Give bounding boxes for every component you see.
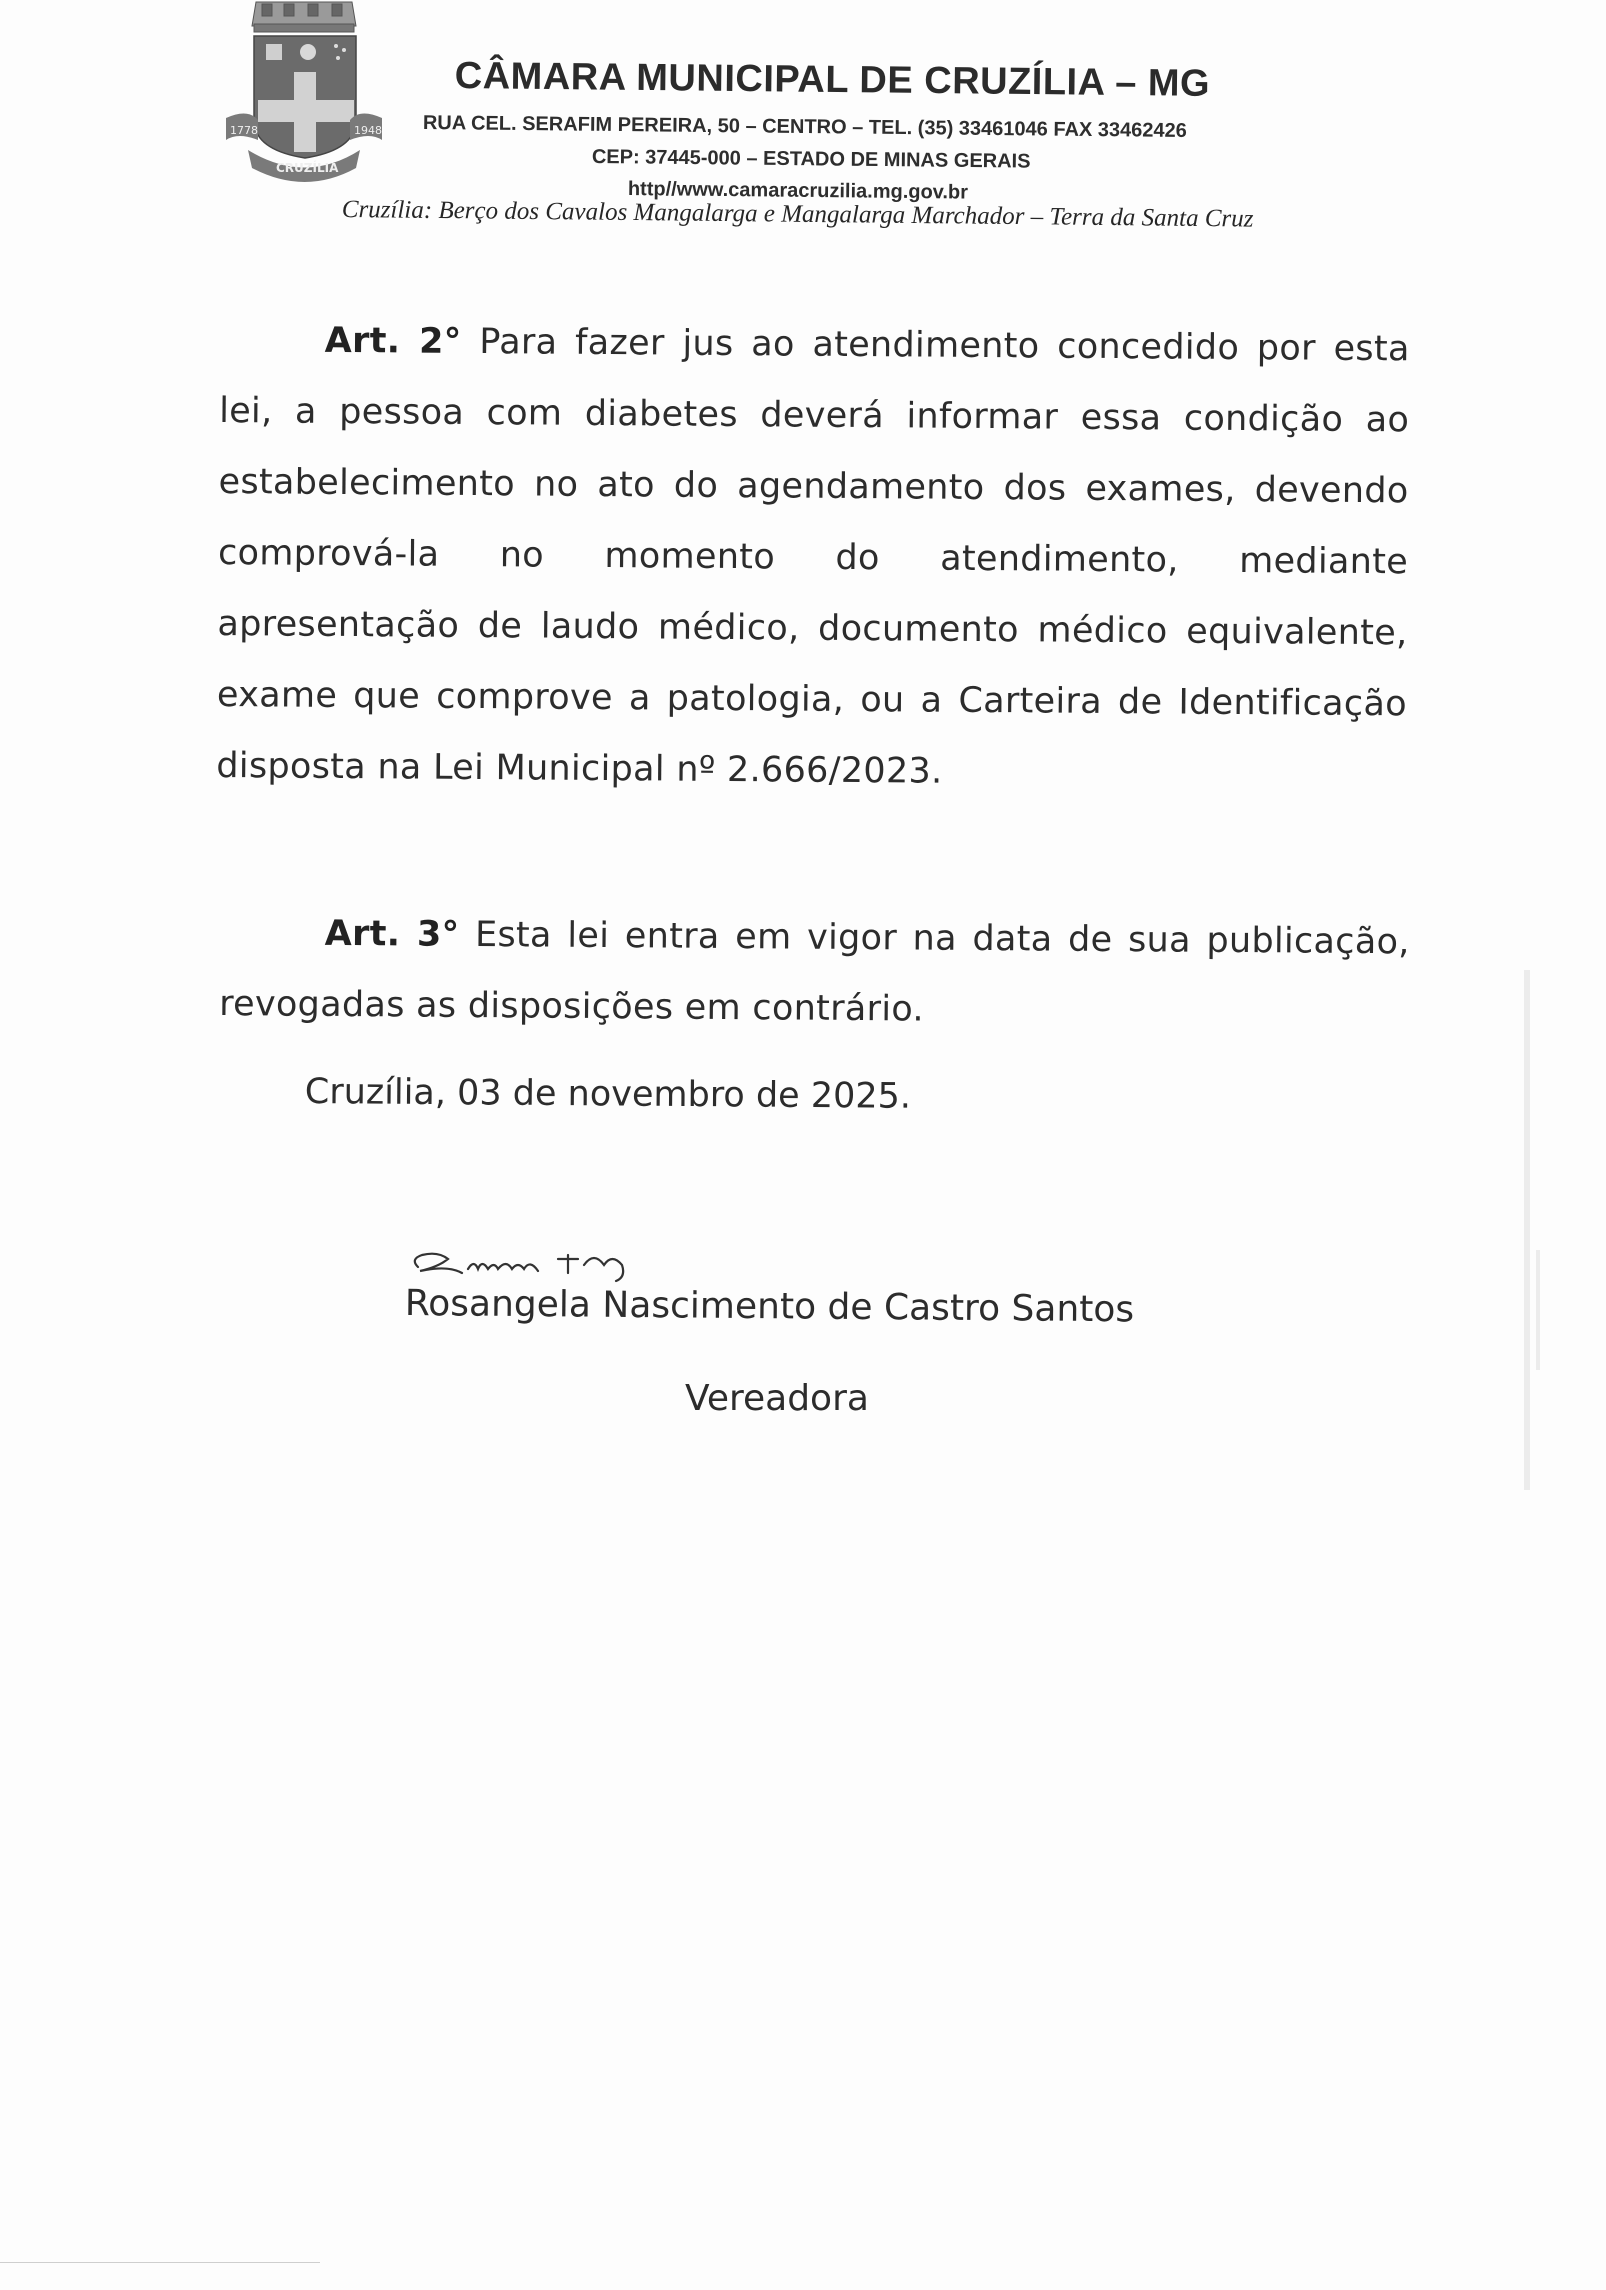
article-2 [216, 305, 1410, 811]
article-3 [219, 898, 1410, 1049]
institution-motto: Cruzília: Berço dos Cavalos Mangalarga e Mangalarga Marchador – Terra da Santa Cruz [341, 196, 1254, 233]
article-3-text: Esta lei entra em vigor na data de sua publicação, revogadas as disposições em contrário. [219, 915, 1410, 1030]
article-3-label: Art. 3° [324, 913, 460, 955]
institution-title: CÂMARA MUNICIPAL DE CRUZÍLIA – MG [454, 55, 1211, 105]
scan-edge-line [0, 2262, 320, 2263]
signature-scribble-icon [408, 1245, 678, 1285]
svg-text:CRUZÍLIA: CRUZÍLIA [276, 161, 339, 175]
svg-text:1778: 1778 [230, 124, 258, 137]
institution-address: RUA CEL. SERAFIM PEREIRA, 50 – CENTRO – TEL. (35) 33461046 FAX 33462426 [422, 112, 1187, 142]
institution-cep: CEP: 37445-000 – ESTADO DE MINAS GERAIS [591, 146, 1031, 173]
signatory-name: Rosangela Nascimento de Castro Santos [404, 1283, 1135, 1331]
institution-url: http//www.camaracruzilia.mg.gov.br [627, 178, 969, 204]
article-2-text: Para fazer jus ao atendimento concedido por esta lei, a pessoa com diabetes deverá informar essa condição ao estabelecimento no ato do agendamento dos exames, devendo comprová-la no momento do atendimento, mediante apresentação de laudo médico, documento médico equivalente, exame que comprove a patologia, ou a Carteira de Identificação disposta na Lei Municipal nº 2.666/2023. [216, 322, 1410, 792]
signatory-role: Vereadora [685, 1378, 869, 1419]
document-date: Cruzília, 03 de novembro de 2025. [304, 1072, 912, 1117]
margin-stamp-icon [1510, 950, 1550, 1510]
coat-of-arms-icon [218, 0, 390, 185]
svg-text:1948: 1948 [354, 124, 382, 137]
article-2-label: Art. 2° [324, 320, 462, 362]
